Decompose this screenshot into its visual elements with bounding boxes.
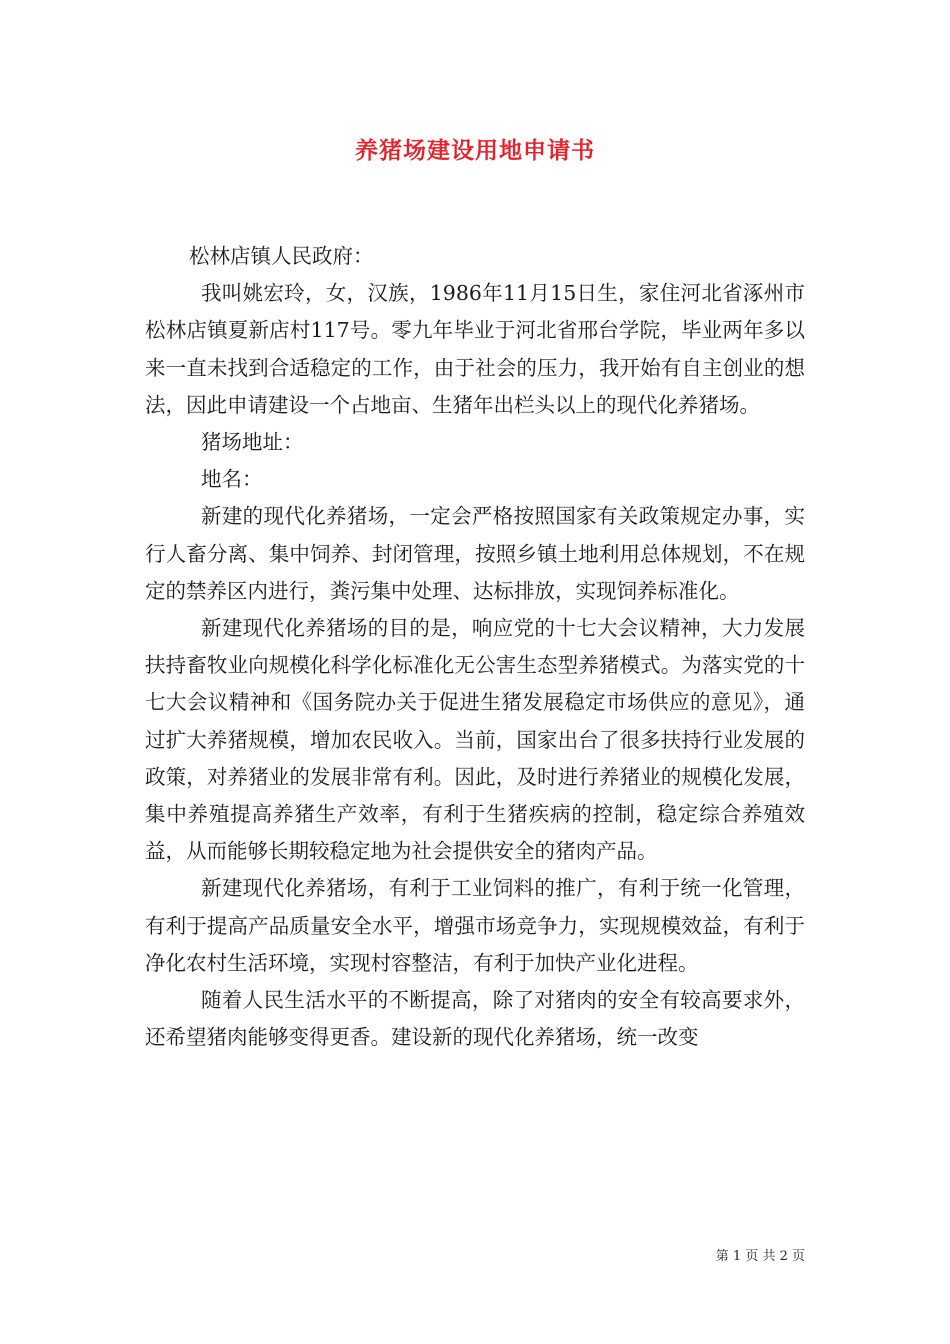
salutation: 松林店镇人民政府： xyxy=(189,244,374,268)
paragraph-benefits: 新建现代化养猪场，有利于工业饲料的推广，有利于统一化管理，有利于提高产品质量安全水平，增强市场竞争力，实现规模效益，有利于净化农村生活环境，实现村容整洁，有利于加快产业化进程。 xyxy=(145,876,805,975)
paragraph-place-name: 地名： xyxy=(201,467,263,492)
page-number: 第 1 页 共 2 页 xyxy=(715,1249,805,1264)
paragraph-farm-address: 猪场地址： xyxy=(201,430,304,455)
document-title: 养猪场建设用地申请书 xyxy=(355,137,595,164)
paragraph-regulations: 新建的现代化养猪场，一定会严格按照国家有关政策规定办事，实行人畜分离、集中饲养、封闭管理，按照乡镇土地利用总体规划，不在规定的禁养区内进行，粪污集中处理、达标排放，实现饲养标准化。 xyxy=(145,504,805,603)
paragraph-quality: 随着人民生活水平的不断提高，除了对猪肉的安全有较高要求外，还希望猪肉能够变得更香。建设新的现代化养猪场，统一改变 xyxy=(145,988,805,1050)
paragraph-introduction: 我叫姚宏玲，女，汉族，1986年11月15日生，家住河北省涿州市松林店镇夏新店村117号。零九年毕业于河北省邢台学院，毕业两年多以来一直未找到合适稳定的工作，由于社会的压力，我开始有自主创业的想法，因此申请建设一个占地亩、生猪年出栏头以上的现代化养猪场。 xyxy=(145,281,805,417)
paragraph-purpose: 新建现代化养猪场的目的是，响应党的十七大会议精神，大力发展扶持畜牧业向规模化科学化标准化无公害生态型养猪模式。为落实党的十七大会议精神和《国务院办关于促进生猪发展稳定市场供应的意见》，通过扩大养猪规模，增加农民收入。当前，国家出台了很多扶持行业发展的政策，对养猪业的发展非常有利。因此，及时进行养猪业的规模化发展，集中养殖提高养猪生产效率，有利于生猪疾病的控制，稳定综合养殖效益，从而能够长期较稳定地为社会提供安全的猪肉产品。 xyxy=(145,616,805,864)
document-body xyxy=(145,238,805,1056)
